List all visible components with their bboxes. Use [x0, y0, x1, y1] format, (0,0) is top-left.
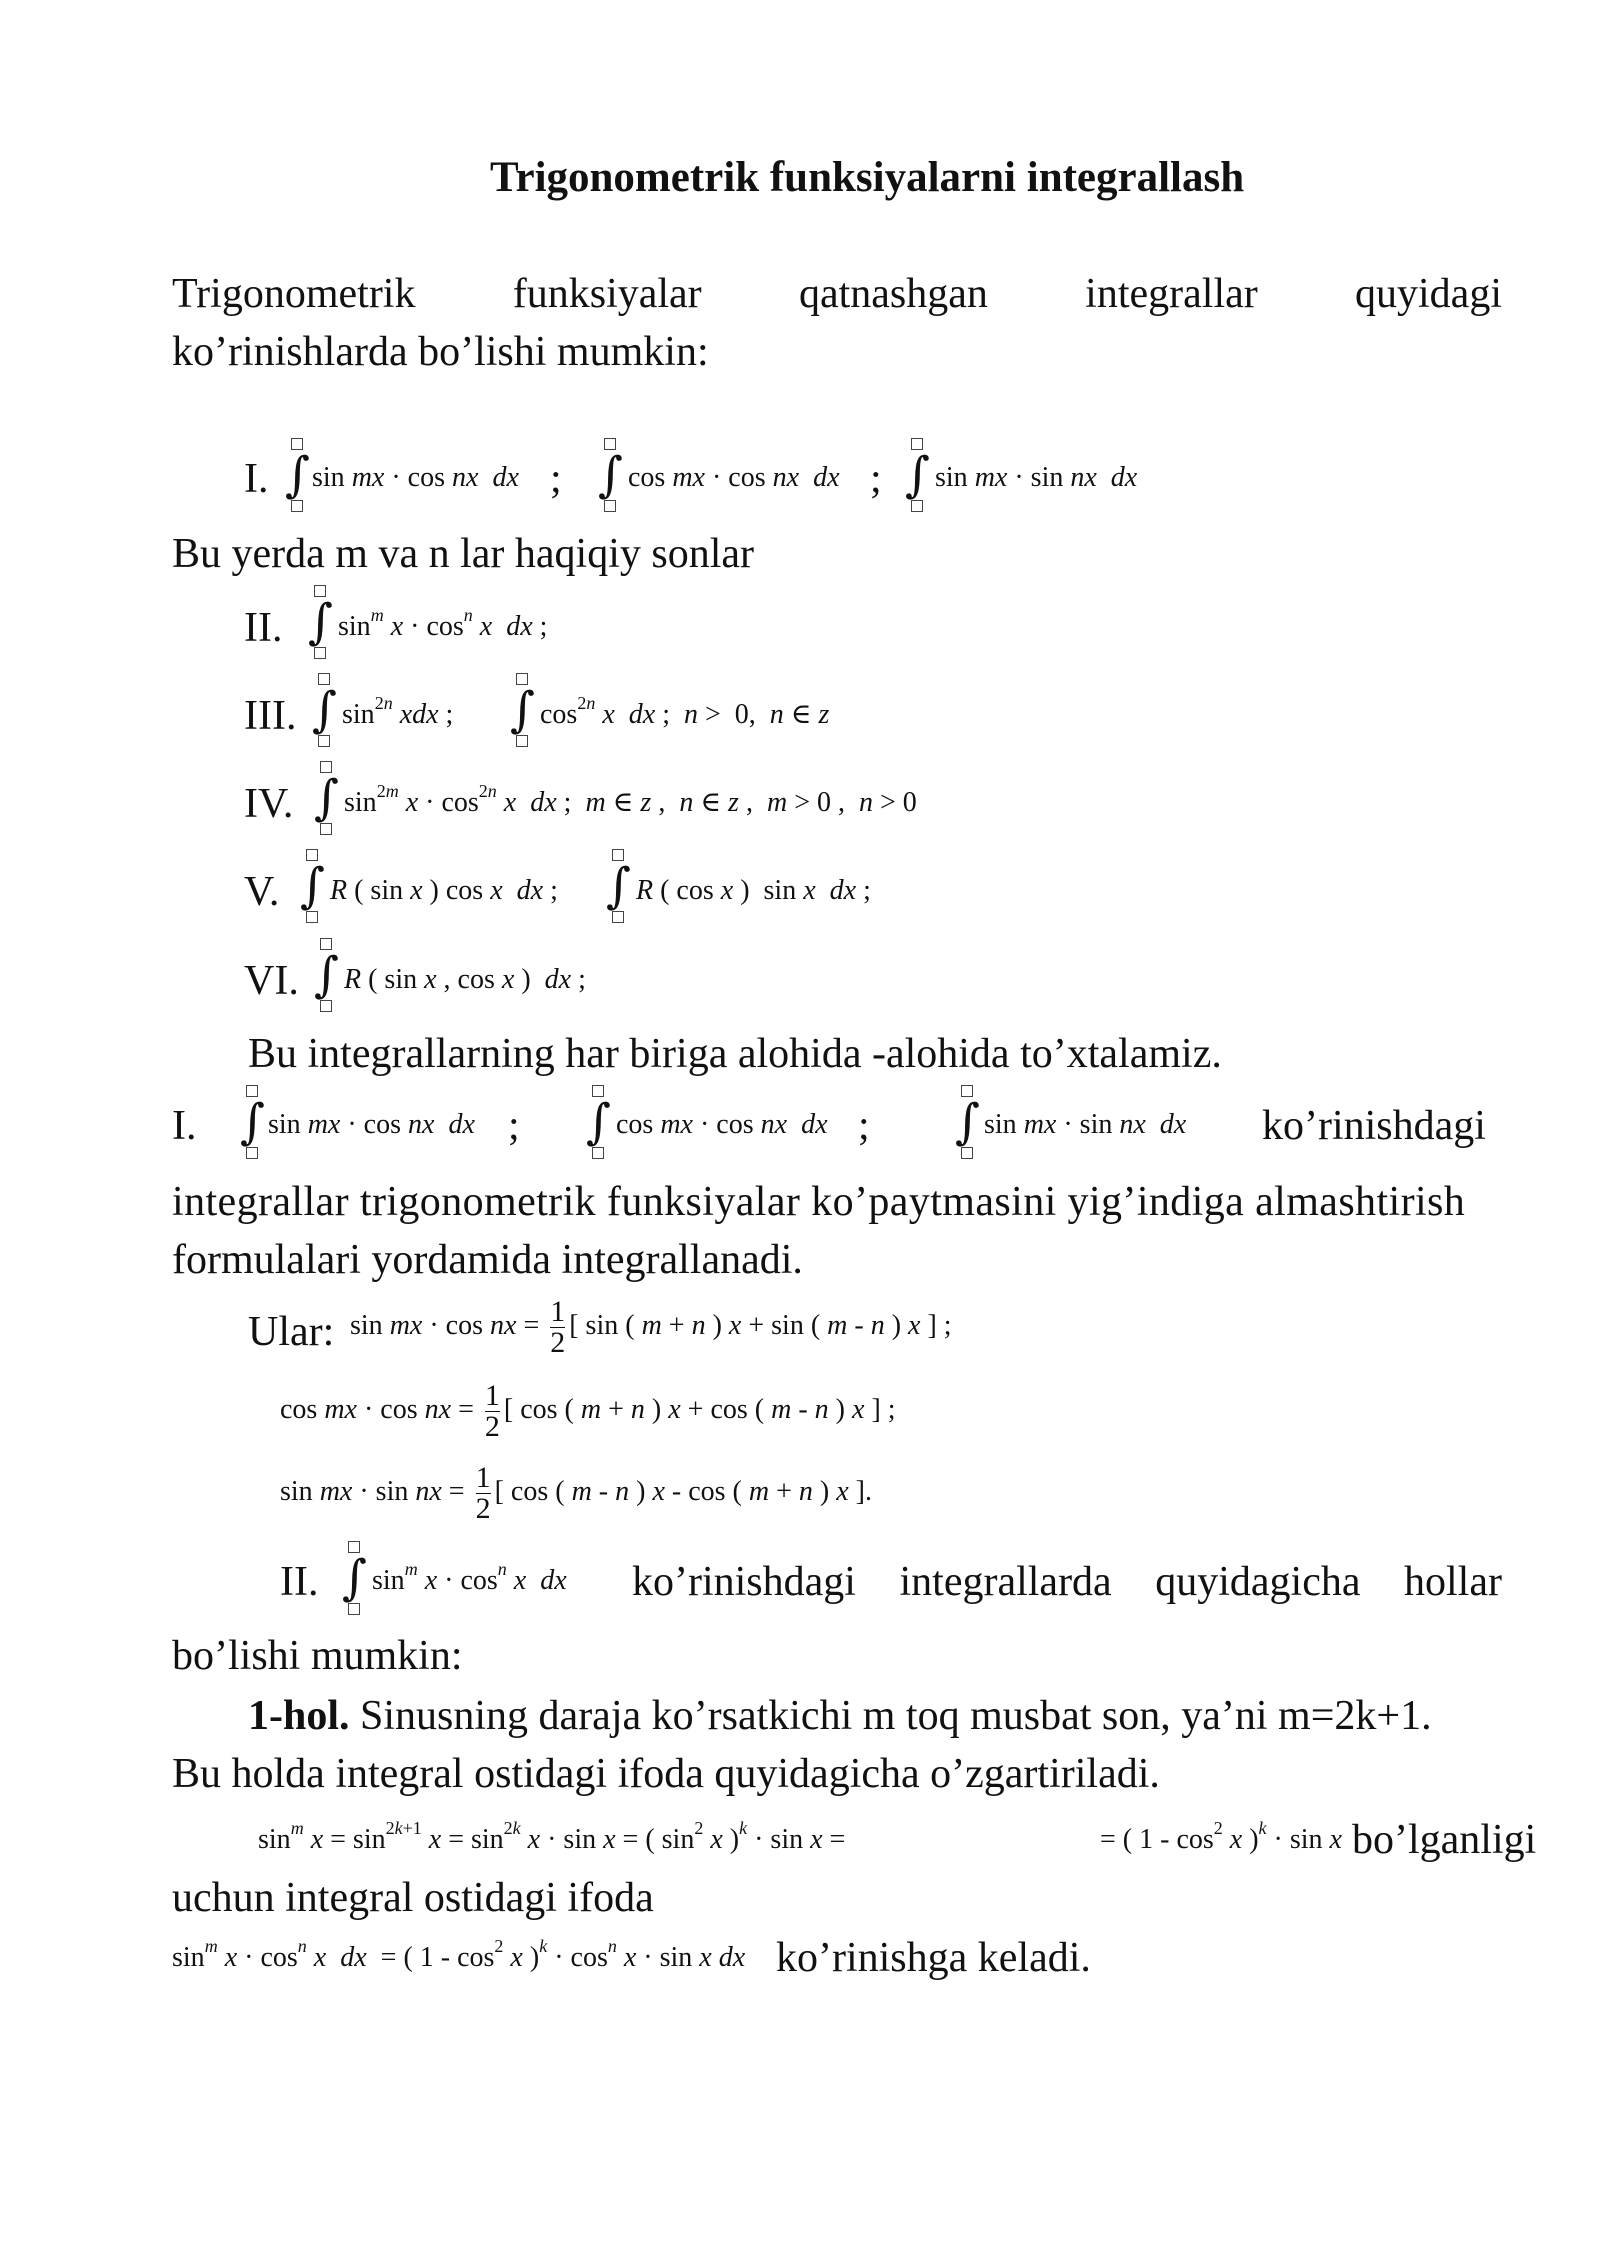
integral-sign: ∫: [955, 1085, 979, 1159]
integral-sign: ∫: [342, 1541, 366, 1615]
para-each: Bu integrallarning har biriga alohida -alohida to’xtalamiz.: [248, 1031, 1222, 1077]
form-III-label: III.: [244, 693, 297, 739]
case-I-tail: ko’rinishdagi: [1262, 1103, 1486, 1149]
hol-1-label: 1-hol.: [248, 1693, 350, 1739]
form-I-expr-2: cos mx · cos nx dx: [628, 462, 840, 493]
formula-cos-cos: cos mx · cos nx = $\frac{1}{2}$ [ cos ( m + n ) x + cos ( m - n ) x ] ;: [280, 1379, 896, 1444]
form-I-expr-3: sin mx · sin nx dx: [935, 462, 1138, 493]
case-II-word: quyidagicha: [1155, 1559, 1361, 1605]
case-I-line-3: formulalari yordamida integrallanadi.: [172, 1237, 803, 1283]
form-III-expr-2: $\cos^{2n} x$ dx ; n > 0, n ∈ z: [540, 693, 830, 730]
separator: ;: [550, 456, 562, 502]
form-III-expr-1: $\sin^{2n}$ xdx ;: [342, 693, 454, 730]
case-II-tail: [632, 1556, 1502, 1608]
form-I-label: I.: [244, 456, 269, 502]
integral-sign: ∫: [240, 1085, 264, 1159]
hol-1-tail: bo’lganligi: [1352, 1817, 1537, 1863]
case-II-word: integrallarda: [899, 1559, 1112, 1605]
hol-1-formula-a: $\sin^m x = \sin^{2k+1} x = \sin^{2k} x \cdot \sin x$ = ( $\sin^2 x$ )$^k$ · sin x =: [258, 1818, 846, 1855]
case-II-label: II.: [280, 1559, 319, 1605]
case-I-line-2: integrallar trigonometrik funksiyalar ko’paytmasini yig’indiga almashtirish: [172, 1179, 1466, 1225]
intro-word: quyidagi: [1355, 271, 1502, 317]
form-I-expr-1: sin mx · cos nx dx: [312, 462, 519, 493]
note-real-numbers: Bu yerda m va n lar haqiqiy sonlar: [172, 531, 755, 577]
hol-1-line-3: uchun integral ostidagi ifoda: [172, 1875, 654, 1921]
form-V-expr-2: R ( cos x ) sin x dx ;: [636, 875, 871, 906]
hol-1-formula-c: $\sin^m x \cdot \cos^n x$ dx = ( $1 - \cos^2 x$ )$^k \cdot \cos^n x \cdot \sin x$ dx: [172, 1936, 746, 1973]
intro-word: qatnashgan: [798, 271, 988, 317]
hol-1-end: ko’rinishga keladi.: [776, 1935, 1091, 1981]
hol-1-line-2: Bu holda integral ostidagi ifoda quyidagicha o’zgartiriladi.: [172, 1751, 1160, 1797]
integral-sign: ∫: [586, 1085, 610, 1159]
page-title: Trigonometrik funksiyalarni integrallash: [490, 154, 1245, 201]
integral-sign: ∫: [308, 585, 332, 659]
case-II-word: hollar: [1404, 1559, 1502, 1605]
formula-sin-sin: sin mx · sin nx = $\frac{1}{2}$ [ cos ( m - n ) x - cos ( m + n ) x ].: [280, 1461, 872, 1526]
integral-sign: ∫: [606, 849, 630, 923]
form-VI-expr: R ( sin x , cos x ) dx ;: [344, 964, 586, 995]
form-II-expr: $\sin^m x \cdot \cos^n x$ dx ;: [338, 605, 548, 642]
case-I-label: I.: [172, 1103, 197, 1149]
integral-sign: ∫: [314, 938, 338, 1012]
integral-sign: ∫: [598, 438, 622, 512]
intro-line-1: [172, 268, 1502, 320]
hol-1-line-1: [248, 1690, 1432, 1742]
form-IV-expr: $\sin^{2m} x \cdot \cos^{2n} x$ dx ; m ∈ z , n ∈ z , m > 0 , n > 0: [344, 781, 917, 818]
separator: ;: [858, 1103, 870, 1149]
integral-sign: ∫: [285, 438, 309, 512]
integral-sign: ∫: [312, 673, 336, 747]
separator: ;: [508, 1103, 520, 1149]
form-IV-label: IV.: [244, 781, 294, 827]
form-II-label: II.: [244, 605, 283, 651]
hol-1-text: Sinusning daraja ko’rsatkichi m toq musbat son, ya’ni m=2k+1.: [349, 1693, 1432, 1739]
case-I-expr-3: sin mx · sin nx dx: [984, 1109, 1187, 1140]
intro-line-2: ko’rinishlarda bo’lishi mumkin:: [172, 329, 709, 375]
intro-word: integrallar: [1085, 271, 1258, 317]
hol-1-formula-b: = ( $1 - \cos^2 x$ )$^k$ · sin x: [1100, 1818, 1342, 1855]
form-VI-label: VI.: [244, 958, 299, 1004]
integral-sign: ∫: [905, 438, 929, 512]
form-V-expr-1: R ( sin x ) cos x dx ;: [330, 875, 558, 906]
case-II-line-2: bo’lishi mumkin:: [172, 1633, 463, 1679]
case-II-expr: $\sin^m x \cdot \cos^n x$ dx: [372, 1559, 567, 1596]
case-II-word: ko’rinishdagi: [632, 1559, 856, 1605]
formula-sin-cos: sin mx · cos nx = $\frac{1}{2}$ [ sin ( m + n ) x + sin ( m - n ) x ] ;: [350, 1295, 952, 1360]
ular-label: Ular:: [248, 1309, 335, 1355]
case-I-expr-2: cos mx · cos nx dx: [616, 1109, 828, 1140]
intro-word: Trigonometrik: [172, 271, 416, 317]
intro-word: funksiyalar: [512, 271, 702, 317]
integral-sign: ∫: [510, 673, 534, 747]
integral-sign: ∫: [300, 849, 324, 923]
case-I-expr-1: sin mx · cos nx dx: [268, 1109, 475, 1140]
separator: ;: [870, 456, 882, 502]
form-V-label: V.: [244, 869, 280, 915]
integral-sign: ∫: [314, 761, 338, 835]
